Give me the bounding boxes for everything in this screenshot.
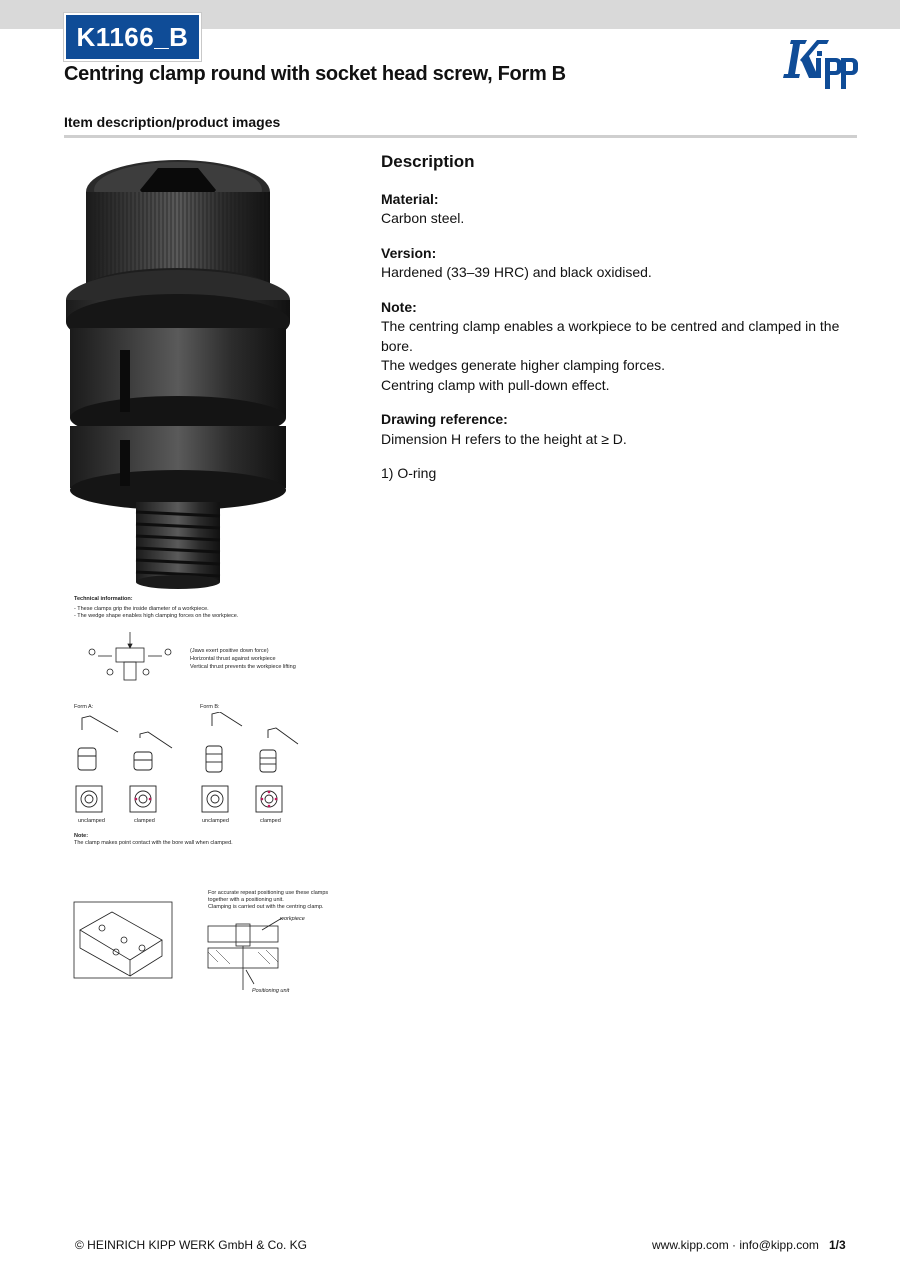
- tech-bullet: - The wedge shape enables high clamping forces on the workpiece.: [74, 613, 239, 619]
- note-text: The wedges generate higher clamping forces.: [381, 357, 666, 373]
- force-note: Horizontal thrust against workpiece: [190, 656, 276, 662]
- tech-note-label: Note:: [74, 833, 89, 839]
- tech-bullet: - These clamps grip the inside diameter of a workpiece.: [74, 606, 209, 612]
- positioning-text: Clamping is carried out with the centring clamp.: [208, 904, 324, 910]
- material-block: [381, 190, 851, 229]
- positioning-text: For accurate repeat positioning use these clamps: [208, 890, 329, 896]
- state-label: unclamped: [202, 818, 229, 824]
- footnote: 1) O-ring: [381, 465, 437, 481]
- page-title: Centring clamp round with socket head screw, Form B: [64, 63, 566, 85]
- force-diagram: [84, 630, 184, 684]
- drawing-reference-block: [381, 410, 851, 449]
- force-note: Vertical thrust prevents the workpiece lifting: [190, 664, 296, 670]
- description-heading: Description: [381, 152, 475, 171]
- positioning-drawings: [72, 900, 312, 1000]
- version-block: [381, 244, 851, 283]
- note-text: Centring clamp with pull-down effect.: [381, 376, 610, 393]
- note-text: The centring clamp enables a workpiece to be centred and clamped in the bore.: [381, 318, 840, 354]
- form-comparison-drawings: [72, 712, 312, 822]
- section-divider: [64, 135, 857, 138]
- drawing-reference-text: Dimension H refers to the height at ≥ D.: [381, 430, 627, 447]
- positioning-unit-label: Positioning unit: [252, 988, 290, 994]
- kipp-logo: [783, 38, 859, 92]
- state-label: unclamped: [78, 818, 105, 824]
- drawing-reference-label: Drawing reference:: [381, 411, 508, 427]
- note-label: Note:: [381, 298, 417, 315]
- tech-note-text: The clamp makes point contact with the bore wall when clamped.: [74, 840, 233, 846]
- page-number: 1/3: [829, 1238, 846, 1252]
- footer-contact[interactable]: www.kipp.com · info@kipp.com: [652, 1238, 819, 1252]
- material-text: Carbon steel.: [381, 210, 465, 226]
- material-label: Material:: [381, 190, 439, 207]
- tech-heading: Technical information:: [74, 596, 133, 602]
- state-label: clamped: [134, 818, 155, 824]
- form-b-label: Form B:: [200, 704, 220, 710]
- note-block: [381, 298, 851, 396]
- force-note: (Jaws exert positive down force): [190, 648, 269, 654]
- product-code-badge: K1166_B: [64, 13, 201, 61]
- version-label: Version:: [381, 244, 437, 261]
- positioning-text: together with a positioning unit.: [208, 897, 284, 903]
- workpiece-label: workpiece: [280, 916, 305, 922]
- state-label: clamped: [260, 818, 281, 824]
- form-a-label: Form A:: [74, 704, 94, 710]
- version-text: Hardened (33–39 HRC) and black oxidised.: [381, 264, 652, 280]
- product-image: [62, 150, 294, 590]
- footer-copyright: © HEINRICH KIPP WERK GmbH & Co. KG: [75, 1238, 307, 1252]
- technical-information-sheet: [72, 594, 329, 1004]
- description-panel: [381, 152, 851, 499]
- section-heading: Item description/product images: [64, 114, 281, 130]
